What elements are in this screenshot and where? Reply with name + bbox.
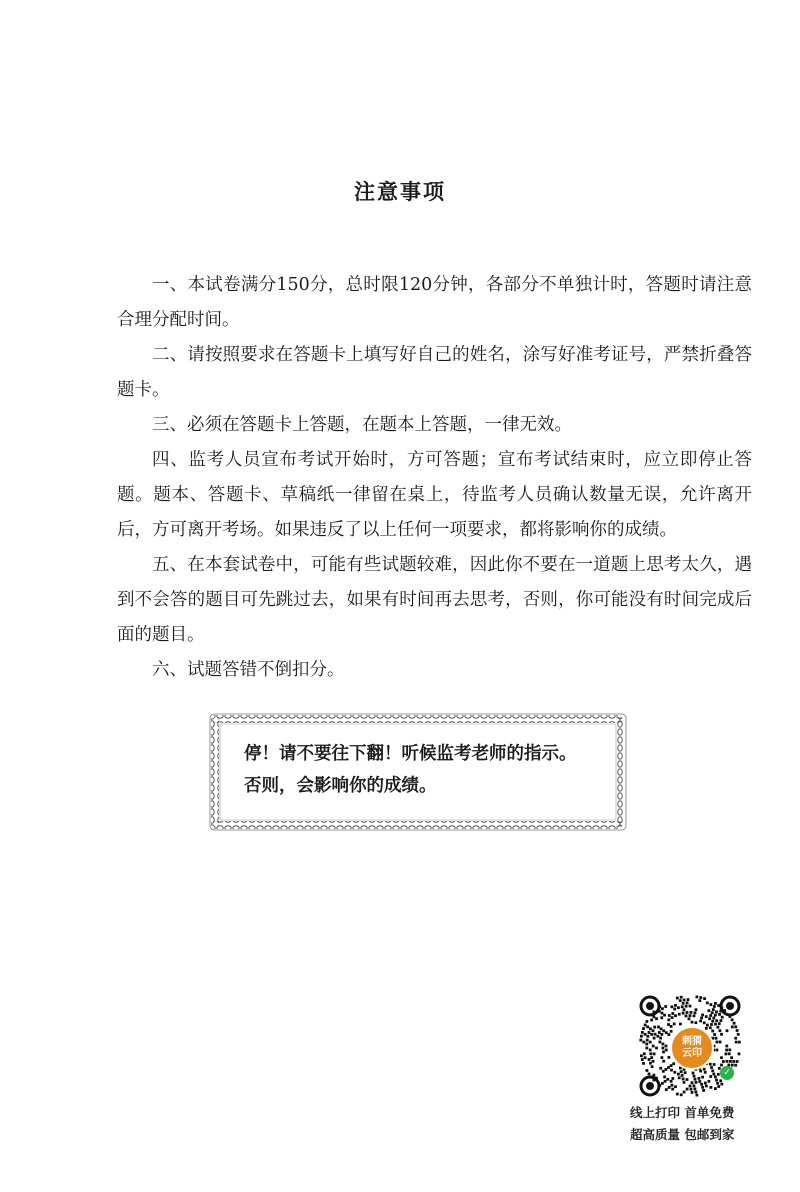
qr-dot bbox=[728, 1052, 731, 1055]
qr-dot bbox=[706, 1024, 709, 1027]
qr-dot bbox=[665, 1088, 668, 1091]
qr-finder-dot bbox=[726, 1002, 734, 1010]
qr-dot bbox=[667, 1019, 670, 1022]
qr-dot bbox=[657, 1026, 660, 1029]
qr-dot bbox=[711, 1069, 714, 1072]
qr-dot bbox=[676, 997, 679, 1000]
qr-dot bbox=[680, 996, 683, 999]
qr-dot bbox=[648, 1058, 651, 1061]
qr-dot bbox=[679, 1023, 682, 1026]
qr-dot bbox=[693, 1075, 696, 1078]
qr-dot bbox=[662, 1070, 665, 1073]
page-title: 注意事项 bbox=[354, 180, 446, 204]
qr-dot bbox=[640, 1035, 643, 1038]
qr-dot bbox=[715, 1011, 718, 1014]
qr-dot bbox=[678, 1076, 681, 1079]
qr-dot bbox=[698, 1080, 701, 1083]
qr-dot bbox=[703, 1021, 706, 1024]
qr-dot bbox=[663, 1014, 666, 1017]
qr-dot bbox=[670, 1025, 673, 1028]
warning-text bbox=[244, 738, 614, 802]
qr-dot bbox=[649, 1052, 652, 1055]
qr-dot bbox=[655, 1017, 658, 1020]
qr-dot bbox=[718, 1013, 721, 1016]
qr-dot bbox=[708, 1009, 711, 1012]
qr-dot bbox=[674, 1004, 677, 1007]
qr-dot bbox=[667, 1066, 670, 1069]
qr-dot bbox=[666, 1078, 669, 1081]
qr-dot bbox=[652, 1045, 655, 1048]
qr-dot bbox=[667, 1023, 670, 1026]
qr-dot bbox=[670, 1069, 673, 1072]
qr-badge-line-1: 刺猬 bbox=[682, 1036, 702, 1047]
qr-dot bbox=[722, 1060, 725, 1063]
qr-dot bbox=[676, 1093, 679, 1096]
qr-dot bbox=[700, 1083, 703, 1086]
qr-dot bbox=[665, 1045, 668, 1048]
qr-dot bbox=[709, 1075, 712, 1078]
qr-dot bbox=[716, 1082, 719, 1085]
qr-dot bbox=[726, 1029, 729, 1032]
qr-dot bbox=[701, 1076, 704, 1079]
qr-dot bbox=[682, 1078, 685, 1081]
qr-dot bbox=[670, 1030, 673, 1033]
qr-dot bbox=[690, 1011, 693, 1014]
qr-dot bbox=[725, 1053, 728, 1056]
qr-dot bbox=[702, 1089, 705, 1092]
qr-dot bbox=[659, 1067, 662, 1070]
qr-dot bbox=[720, 1083, 723, 1086]
qr-dot bbox=[650, 1056, 653, 1059]
qr-dot bbox=[704, 1071, 707, 1074]
qr-dot bbox=[653, 1026, 656, 1029]
qr-dot bbox=[728, 1049, 731, 1052]
qr-dot bbox=[691, 1081, 694, 1084]
qr-dot bbox=[710, 1086, 713, 1089]
qr-dot bbox=[715, 1019, 718, 1022]
qr-dot bbox=[665, 1031, 668, 1034]
qr-dot bbox=[714, 1002, 717, 1005]
qr-dot bbox=[645, 1043, 648, 1046]
qr-code[interactable] bbox=[636, 992, 744, 1100]
qr-dot bbox=[701, 1014, 704, 1017]
qr-dot bbox=[648, 1073, 651, 1076]
qr-dot bbox=[689, 1005, 692, 1008]
qr-finder-dot bbox=[646, 1002, 654, 1010]
qr-dot bbox=[665, 1068, 668, 1071]
qr-dot bbox=[708, 1080, 711, 1083]
qr-dot bbox=[710, 1023, 713, 1026]
qr-dot bbox=[678, 1013, 681, 1016]
notice-list bbox=[117, 268, 752, 688]
qr-dot bbox=[705, 1015, 708, 1018]
qr-caption bbox=[630, 1102, 760, 1146]
qr-dot bbox=[641, 1031, 644, 1034]
qr-dot bbox=[650, 1033, 653, 1036]
qr-dot bbox=[703, 1068, 706, 1071]
qr-dot bbox=[704, 1082, 707, 1085]
qr-dot bbox=[709, 1063, 712, 1066]
notice-item: 五、在本套试卷中，可能有些试题较难，因此你不要在一道题上思考太久，遇到不会答的题目可先跳过去，如果有时间再去思考，否则，你可能没有时间完成后面的题目。 bbox=[117, 555, 752, 645]
qr-dot bbox=[662, 1060, 665, 1063]
qr-dot bbox=[705, 1085, 708, 1088]
qr-dot bbox=[682, 1002, 685, 1005]
qr-dot bbox=[714, 1087, 717, 1090]
qr-caption-line-2: 超高质量 包邮到家 bbox=[630, 1127, 735, 1142]
qr-dot bbox=[714, 1023, 717, 1026]
qr-dot bbox=[734, 1064, 737, 1067]
qr-dot bbox=[660, 1028, 663, 1031]
qr-dot bbox=[720, 1056, 723, 1059]
qr-dot bbox=[721, 1016, 724, 1019]
qr-dot bbox=[713, 1005, 716, 1008]
qr-dot bbox=[639, 1039, 642, 1042]
qr-dot bbox=[686, 1078, 689, 1081]
qr-dot bbox=[683, 1081, 686, 1084]
qr-dot bbox=[662, 1043, 665, 1046]
qr-dot bbox=[658, 1031, 661, 1034]
qr-dot bbox=[655, 1047, 658, 1050]
qr-dot bbox=[657, 1035, 660, 1038]
qr-dot bbox=[686, 1002, 689, 1005]
qr-dot bbox=[646, 1039, 649, 1042]
qr-dot bbox=[674, 1085, 677, 1088]
qr-dot bbox=[661, 1056, 664, 1059]
qr-dot bbox=[711, 1020, 714, 1023]
qr-dot bbox=[652, 1060, 655, 1063]
qr-dot bbox=[713, 1033, 716, 1036]
qr-dot bbox=[695, 1081, 698, 1084]
qr-dot bbox=[699, 1020, 702, 1023]
qr-dot bbox=[731, 1018, 734, 1021]
qr-dot bbox=[701, 1086, 704, 1089]
qr-dot bbox=[715, 1037, 718, 1040]
qr-dot bbox=[716, 1049, 719, 1052]
qr-dot bbox=[730, 1056, 733, 1059]
qr-dot bbox=[709, 1014, 712, 1017]
qr-dot bbox=[640, 1054, 643, 1057]
qr-dot bbox=[659, 1037, 662, 1040]
qr-dot bbox=[713, 1063, 716, 1066]
qr-dot bbox=[711, 1011, 714, 1014]
qr-dot bbox=[734, 1025, 737, 1028]
qr-dot bbox=[677, 1006, 680, 1009]
qr-dot bbox=[729, 1060, 732, 1063]
qr-dot bbox=[668, 1086, 671, 1089]
notice-item: 六、试题答错不倒扣分。 bbox=[152, 660, 345, 680]
qr-dot bbox=[686, 1011, 689, 1014]
notice-item: 三、必须在答题卡上答题，在题本上答题，一律无效。 bbox=[152, 415, 572, 435]
qr-dot bbox=[703, 997, 706, 1000]
qr-dot bbox=[659, 1041, 662, 1044]
qr-dot bbox=[683, 1091, 686, 1094]
qr-dot bbox=[641, 1058, 644, 1061]
qr-dot bbox=[646, 1069, 649, 1072]
qr-dot bbox=[673, 1023, 676, 1026]
qr-dot bbox=[646, 1026, 649, 1029]
qr-dot bbox=[710, 1003, 713, 1006]
qr-dot bbox=[687, 998, 690, 1001]
qr-dot bbox=[649, 1062, 652, 1065]
qr-caption-line-1: 线上打印 首单免费 bbox=[630, 1105, 735, 1120]
qr-dot bbox=[715, 1079, 718, 1082]
qr-dot bbox=[673, 1071, 676, 1074]
qr-dot bbox=[673, 1008, 676, 1011]
warning-line-1: 停！请不要往下翻！听候监考老师的指示。 bbox=[244, 744, 577, 764]
qr-dot bbox=[725, 1049, 728, 1052]
qr-badge-line-2: 云印 bbox=[682, 1048, 702, 1059]
qr-dot bbox=[714, 1076, 717, 1079]
qr-finder-dot bbox=[646, 1082, 654, 1090]
qr-dot bbox=[671, 1088, 674, 1091]
qr-dot bbox=[685, 1015, 688, 1018]
qr-dot bbox=[680, 1070, 683, 1073]
qr-dot bbox=[649, 1049, 652, 1052]
qr-dot bbox=[719, 1041, 722, 1044]
qr-dot bbox=[726, 1060, 729, 1063]
qr-dot bbox=[642, 1041, 645, 1044]
qr-dot bbox=[644, 1024, 647, 1027]
qr-dot bbox=[684, 1071, 687, 1074]
qr-dot bbox=[735, 1041, 738, 1044]
qr-dot bbox=[650, 1019, 653, 1022]
qr-dot bbox=[736, 1029, 739, 1032]
qr-dot bbox=[717, 1026, 720, 1029]
qr-dot bbox=[736, 1060, 739, 1063]
qr-dot bbox=[738, 1041, 741, 1044]
qr-dot bbox=[681, 1005, 684, 1008]
qr-dot bbox=[662, 1047, 665, 1050]
qr-dot bbox=[670, 1080, 673, 1083]
qr-dot bbox=[679, 999, 682, 1002]
qr-dot bbox=[685, 1005, 688, 1008]
qr-dot bbox=[698, 1077, 701, 1080]
qr-dot bbox=[652, 1029, 655, 1032]
qr-dot bbox=[690, 1088, 693, 1091]
qr-dot bbox=[668, 1014, 671, 1017]
warning-line-2: 否则，会影响你的成绩。 bbox=[244, 776, 437, 796]
qr-dot bbox=[719, 1079, 722, 1082]
qr-dot bbox=[648, 1031, 651, 1034]
notice-item: 一、本试卷满分150分，总时限120分钟，各部分不单独计时，答题时请注意合理分配时间。 bbox=[117, 275, 752, 330]
qr-dot bbox=[680, 1093, 683, 1096]
qr-dot bbox=[654, 1033, 657, 1036]
qr-dot bbox=[664, 1005, 667, 1008]
qr-dot bbox=[671, 1084, 674, 1087]
qr-dot bbox=[683, 999, 686, 1002]
qr-dot bbox=[665, 1049, 668, 1052]
notice-item: 二、请按照要求在答题卡上填写好自己的姓名，涂写好准考证号，严禁折叠答题卡。 bbox=[117, 345, 752, 400]
qr-dot bbox=[645, 1047, 648, 1050]
notice-item: 四、监考人员宣布考试开始时，方可答题；宣布考试结束时，应立即停止答题。题本、答题卡、草稿纸一律留在桌上，待监考人员确认数量无误，允许离开后，方可离开考场。如果违反了以上任何一项要求，都将影响你的成绩。 bbox=[117, 450, 752, 540]
qr-dot bbox=[649, 1041, 652, 1044]
qr-dot bbox=[653, 1053, 656, 1056]
qr-dot bbox=[671, 1016, 674, 1019]
qr-dot bbox=[694, 1088, 697, 1091]
qr-logo-badge bbox=[670, 1026, 714, 1070]
qr-dot bbox=[674, 1014, 677, 1017]
qr-dot bbox=[699, 996, 702, 999]
qr-dot bbox=[694, 1011, 697, 1014]
qr-dot bbox=[653, 1037, 656, 1040]
qr-dot bbox=[731, 1064, 734, 1067]
qr-dot bbox=[734, 1037, 737, 1040]
qr-dot bbox=[691, 1091, 694, 1094]
qr-dot bbox=[718, 1022, 721, 1025]
qr-dot bbox=[731, 1026, 734, 1029]
qr-dot bbox=[651, 1065, 654, 1068]
qr-dot bbox=[695, 1008, 698, 1011]
qr-dot bbox=[716, 1041, 719, 1044]
qr-dot bbox=[711, 1030, 714, 1033]
qr-dot bbox=[717, 1085, 720, 1088]
qr-dot bbox=[698, 999, 701, 1002]
qr-dot bbox=[661, 1012, 664, 1015]
qr-dot bbox=[668, 1033, 671, 1036]
qr-dot bbox=[725, 1045, 728, 1048]
qr-dot bbox=[691, 1021, 694, 1024]
qr-dot bbox=[695, 1091, 698, 1094]
qr-dot bbox=[664, 1080, 667, 1083]
qr-dot bbox=[708, 1017, 711, 1020]
qr-dot bbox=[642, 1027, 645, 1030]
qr-dot bbox=[689, 1085, 692, 1088]
qr-dot bbox=[671, 1012, 674, 1015]
qr-dot bbox=[649, 1027, 652, 1030]
qr-dot bbox=[662, 1051, 665, 1054]
qr-dot bbox=[695, 1021, 698, 1024]
qr-dot bbox=[694, 1078, 697, 1081]
qr-dot bbox=[643, 1052, 646, 1055]
mini-program-icon: ✓ bbox=[720, 1066, 734, 1080]
qr-dot bbox=[699, 1070, 702, 1073]
qr-dot bbox=[737, 1033, 740, 1036]
qr-dot bbox=[647, 1035, 650, 1038]
qr-dot bbox=[705, 1027, 708, 1030]
qr-block bbox=[630, 992, 760, 1146]
qr-dot bbox=[719, 1029, 722, 1032]
qr-dot bbox=[681, 1074, 684, 1077]
qr-dot bbox=[677, 1073, 680, 1076]
qr-dot bbox=[709, 1026, 712, 1029]
qr-dot bbox=[662, 1029, 665, 1032]
qr-dot bbox=[712, 1073, 715, 1076]
qr-dot bbox=[660, 1016, 663, 1019]
qr-dot bbox=[642, 1062, 645, 1065]
qr-dot bbox=[682, 1012, 685, 1015]
qr-dot bbox=[689, 1014, 692, 1017]
qr-dot bbox=[738, 1053, 741, 1056]
qr-dot bbox=[712, 1017, 715, 1020]
qr-dot bbox=[688, 1017, 691, 1020]
qr-dot bbox=[661, 1033, 664, 1036]
qr-dot bbox=[683, 1008, 686, 1011]
qr-dot bbox=[644, 1056, 647, 1059]
qr-dot bbox=[686, 1088, 689, 1091]
qr-dot bbox=[696, 996, 699, 999]
qr-dot bbox=[668, 1056, 671, 1059]
qr-dot bbox=[720, 1033, 723, 1036]
qr-dot bbox=[733, 1022, 736, 1025]
qr-dot bbox=[661, 1007, 664, 1010]
qr-dot bbox=[732, 1060, 735, 1063]
qr-dot bbox=[706, 1002, 709, 1005]
qr-dot bbox=[646, 1020, 649, 1023]
qr-dot bbox=[693, 1084, 696, 1087]
qr-dot bbox=[710, 1066, 713, 1069]
qr-dot bbox=[661, 1082, 664, 1085]
qr-dot bbox=[696, 1094, 699, 1097]
qr-dot bbox=[663, 1076, 666, 1079]
qr-dot bbox=[693, 1015, 696, 1018]
qr-dot bbox=[644, 1033, 647, 1036]
qr-dot bbox=[720, 1019, 723, 1022]
qr-dot bbox=[712, 1008, 715, 1011]
qr-dot bbox=[670, 1064, 673, 1067]
warning-box bbox=[208, 712, 628, 832]
qr-dot bbox=[700, 1017, 703, 1020]
qr-dot bbox=[671, 1077, 674, 1080]
qr-dot bbox=[714, 1014, 717, 1017]
qr-dot bbox=[692, 1072, 695, 1075]
qr-dot bbox=[671, 1005, 674, 1008]
